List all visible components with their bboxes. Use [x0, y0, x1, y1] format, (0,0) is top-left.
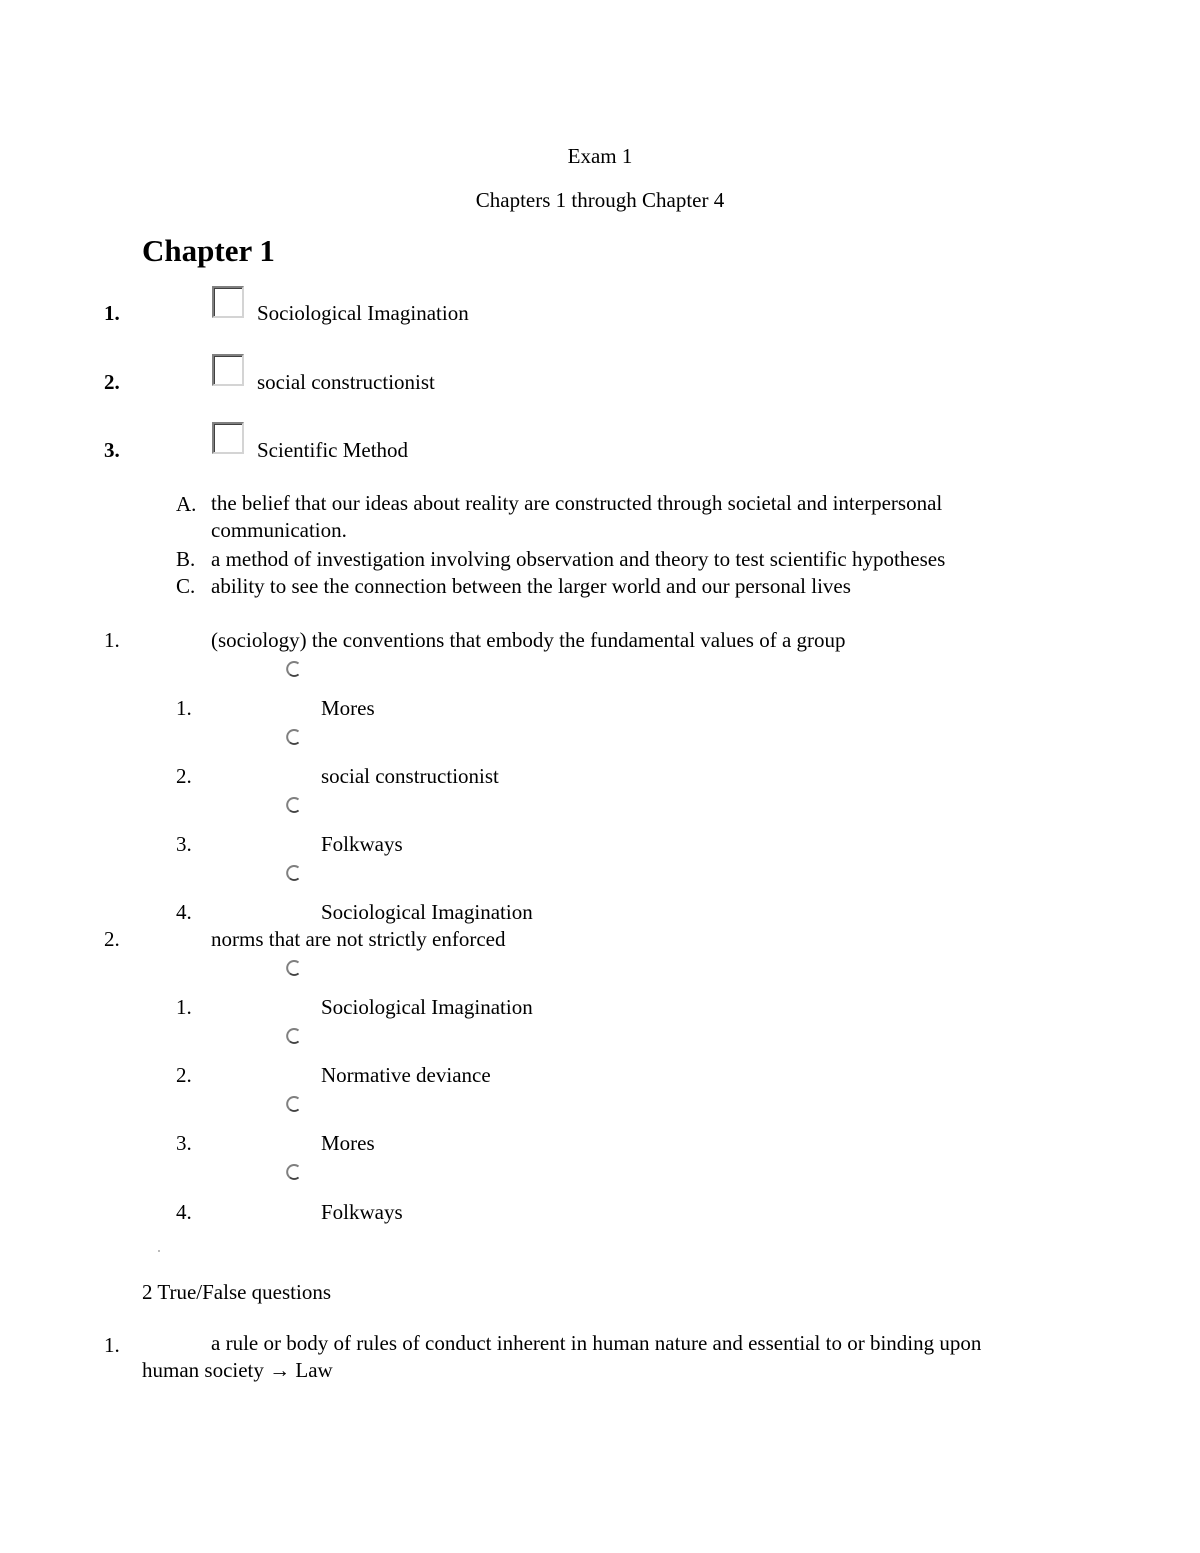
question-number: 1. [104, 628, 120, 652]
option-number: 3. [176, 1131, 192, 1155]
option-label: Normative deviance [321, 1063, 491, 1087]
question-number: 1. [104, 1333, 120, 1357]
option-number: 4. [176, 900, 192, 924]
radio-button[interactable] [285, 796, 303, 814]
question-text: (sociology) the conventions that embody the fundamental values of a group [211, 628, 846, 652]
radio-button[interactable] [285, 959, 303, 977]
radio-button[interactable] [285, 728, 303, 746]
definition-letter: A. [176, 492, 197, 516]
option-number: 1. [176, 696, 192, 720]
item-number: 2. [104, 370, 120, 394]
definition-text: ability to see the connection between the larger world and our personal lives [211, 574, 851, 598]
option-label: Folkways [321, 832, 403, 856]
radio-button[interactable] [285, 1027, 303, 1045]
section-heading: 2 True/False questions [142, 1280, 332, 1304]
radio-button[interactable] [285, 1163, 303, 1181]
question-number: 2. [104, 927, 120, 951]
radio-button[interactable] [285, 660, 303, 678]
chapter-heading: Chapter 1 [142, 233, 275, 268]
option-number: 4. [176, 1200, 192, 1224]
answer-box[interactable] [212, 422, 244, 454]
definition-text: the belief that our ideas about reality are constructed through societal and interpersonal communication. [211, 491, 943, 542]
option-number: 2. [176, 764, 192, 788]
definition-letter: B. [176, 547, 196, 571]
option-label: Mores [321, 696, 375, 720]
option-number: 3. [176, 832, 192, 856]
definition-text: a method of investigation involving observation and theory to test scientific hypotheses [211, 547, 946, 571]
option-number: 1. [176, 995, 192, 1019]
term-label: Scientific Method [257, 438, 409, 462]
answer-box[interactable] [212, 286, 244, 318]
item-number: 1. [104, 301, 120, 325]
option-number: 2. [176, 1063, 192, 1087]
term-label: Sociological Imagination [257, 301, 469, 325]
item-number: 3. [104, 438, 120, 462]
exam-title: Exam 1 [567, 144, 633, 168]
option-label: Mores [321, 1131, 375, 1155]
radio-button[interactable] [285, 1095, 303, 1113]
option-label: Sociological Imagination [321, 995, 533, 1019]
question-text: norms that are not strictly enforced [211, 927, 506, 951]
radio-button[interactable] [285, 864, 303, 882]
option-label: Sociological Imagination [321, 900, 533, 924]
stray-mark [158, 1250, 160, 1252]
answer-box[interactable] [212, 354, 244, 386]
option-label: social constructionist [321, 764, 499, 788]
option-label: Folkways [321, 1200, 403, 1224]
definition-letter: C. [176, 574, 196, 598]
question-text: a rule or body of rules of conduct inherent in human nature and essential to or binding upon human society → Law [142, 1331, 982, 1382]
exam-subtitle: Chapters 1 through Chapter 4 [475, 188, 725, 212]
term-label: social constructionist [257, 370, 435, 394]
